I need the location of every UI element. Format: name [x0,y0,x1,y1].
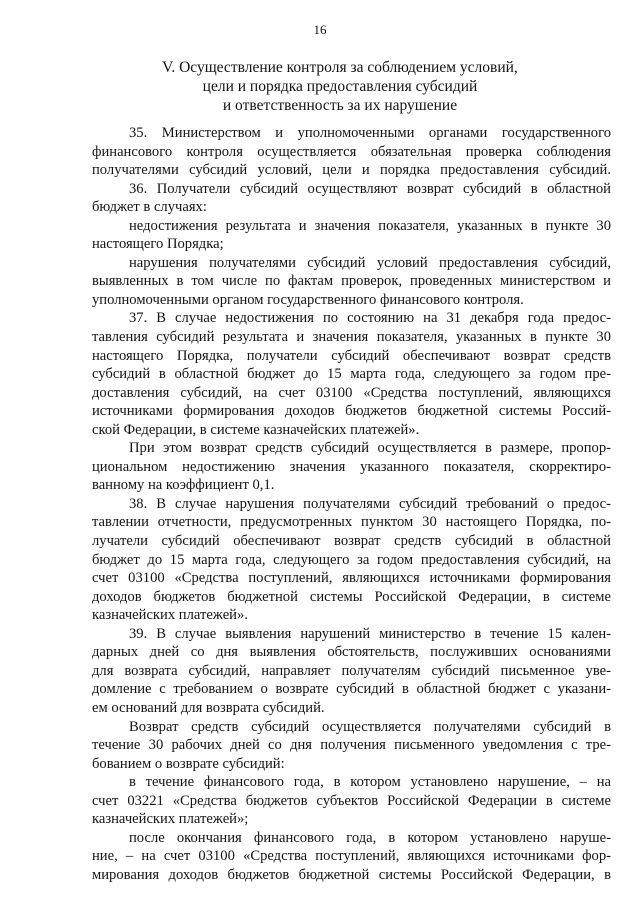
text-line: ем оснований для возврата субсидий. [92,699,325,716]
text-line: после окончания финансового года, в котором установлено наруше- [129,829,611,846]
title-line: цели и порядка предоставления субсидий [202,78,478,95]
text-line: выявленных в том числе по фактам проверок, проведенных министерством и [92,273,611,290]
section-title [120,58,560,115]
text-line: При этом возврат средств субсидий осуществляется в размере, пропор- [129,440,611,457]
text-line: 35. Министерством и уполномоченными органами государственного [129,125,611,141]
text-line: ние, – на счет 03100 «Средства поступлений, являющихся источниками фор- [92,848,611,865]
text-line: течение 30 рабочих дней со дня получения письменного уведомления с тре- [92,737,611,754]
text-line: казначейских платежей». [92,607,248,624]
body-text [92,124,611,884]
text-line: 39. В случае выявления нарушений министерство в течение 15 кален- [129,625,611,642]
text-line: бованием о возврате субсидий: [92,755,285,772]
text-line: доходов бюджетов бюджетной системы Российской Федерации, в системе [92,588,611,605]
title-line: и ответственность за их нарушение [222,97,458,114]
text-line: циональном недостижению значения указанного показателя, скорректиро- [92,458,611,475]
text-line: получателями субсидий условий, цели и порядка предоставления субсидий. [92,162,611,179]
text-line: недостижения результата и значения показателя, указанных в пункте 30 [129,217,611,234]
text-line: лучатели субсидий обеспечивают возврат средств субсидий в областной [92,533,611,550]
text-line: 36. Получатели субсидий осуществляют возврат субсидий в областной [129,180,611,197]
text-line: бюджет в случаях: [92,199,207,216]
text-line: бюджет до 15 марта года, следующего за годом предоставления субсидий, на [92,551,611,568]
title-line: V. Осуществление контроля за соблюдением условий, [162,59,518,76]
text-line: ванному на коэффициент 0,1. [92,477,275,494]
text-line: субсидий в областной бюджет до 15 марта года, следующего за годом пре- [92,366,611,383]
text-line: настоящего Порядка; [92,236,224,253]
text-line: домление с требованием о возврате субсидий в областной бюджет с указани- [92,681,611,698]
text-line: счет 03100 «Средства поступлений, являющихся источниками формирования [92,570,611,587]
text-line: нарушения получателями субсидий условий предоставления субсидий, [129,254,611,271]
page-number: 16 [313,22,327,37]
text-line: 37. В случае недостижения по состоянию на 31 декабря года предос- [129,310,611,327]
text-line: доставления субсидий, на счет 03100 «Средства поступлений, являющихся [92,384,611,401]
text-line: в течение финансового года, в котором установлено нарушение, – на [129,774,611,791]
text-line: счет 03221 «Средства бюджетов субъектов Российской Федерации в системе [92,792,611,809]
text-line: Возврат средств субсидий осуществляется получателями субсидий в [129,718,611,735]
text-line: мирования доходов бюджетов бюджетной системы Российской Федерации, в [92,866,611,883]
text-line: дарных дней со дня выявления обстоятельств, послуживших основаниями [92,644,611,661]
text-line: источниками формирования доходов бюджетов бюджетной системы Россий- [92,403,611,420]
text-line: финансового контроля осуществляется обязательная проверка соблюдения [92,143,611,160]
text-line: казначейских платежей»; [92,811,249,828]
text-line: 38. В случае нарушения получателями субсидий требований о предос- [129,495,611,512]
text-line: настоящего Порядка, получатели субсидий обеспечивают возврат средств [92,347,611,364]
text-line: уполномоченными органом государственного финансового контроля. [92,291,524,308]
text-line: ской Федерации, в системе казначейских платежей». [92,421,420,438]
text-line: для возврата субсидий, направляет получателям субсидий письменное уве- [92,662,611,679]
text-line: тавлении отчетности, предусмотренных пунктом 30 настоящего Порядка, по- [92,514,611,531]
text-line: тавления субсидий результата и значения показателя, указанных в пункте 30 [92,329,611,346]
